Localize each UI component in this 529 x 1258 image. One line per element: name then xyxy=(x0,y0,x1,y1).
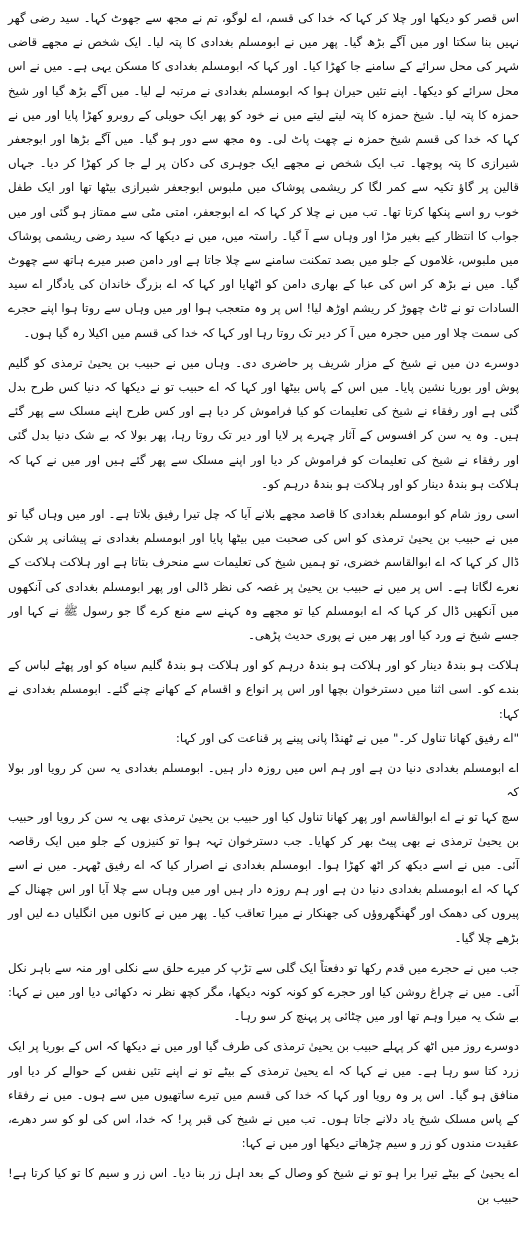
paragraph: ہلاکت ہو بندۂ دینار کو اور ہلاکت ہو بندۂ درہم کو اور ہلاکت ہو بندۂ گلیم سیاہ کو اور پھٹے لباس کے بندے کو۔ اسی اثنا میں دسترخوان بچھا اور اس پر انواع و اقسام کے کھانے چنے گئے۔ ابومسلم بغدادی نے کہا: xyxy=(8,658,519,721)
paragraph: اس قصر کو دیکھا اور چلا کر کہا کہ خدا کی قسم، اے لوگو، تم نے مجھ سے جھوٹ کہا۔ سید رضی گھر نہیں بنا سکتا اور میں آگے بڑھ گیا۔ پھر میں نے ابومسلم بغدادی کا پتہ لیا۔ ایک شخص نے مجھے قاضی شہر کی محل سرائے کے سامنے جا کھڑا کیا۔ اور کہا کہ ابومسلم بغدادی کا مسکن یہی ہے۔ میں نے اس محل سرائے کو دیکھا۔ اپنے تئیں حیران ہوا کہ ابومسلم بغدادی نے مرتبہ لے لیا۔ میں آگے بڑھ گیا اور شیخ حمزہ کا پتہ لیا۔ شیخ حمزہ کا پتہ لیتے لیتے میں نے خود کو پھر ایک حویلی کے روبرو کھڑا پایا اور میں نے کہا کہ خدا کی قسم شیخ حمزہ نے چھت پاٹ لی۔ وہ مجھ سے دور ہو گیا۔ میں آگے بڑھا اور ابوجعفر شیرازی کا پتہ پوچھا۔ تب ایک شخص نے مجھے ایک جوہری کی دکان پر لے جا کر کھڑا کر دیا۔ جہاں قالین پر گاؤ تکیہ سے کمر لگا کر ریشمی پوشاک میں ملبوس ابوجعفر شیرازی بیٹھا تھا اور ایک طفل خوب رو اسے پنکھا کرتا تھا۔ تب میں نے چلا کر کہا کہ اے ابوجعفر، امتی مٹی سے ممتاز ہو گئی اور میں جواب کا انتظار کیے بغیر مڑا اور وہاں سے آ گیا۔ راستہ میں، میں نے دیکھا کہ سید رضی ریشمی پوشاک میں ملبوس، غلاموں کے جلو میں بصد تمکنت سامنے سے چلا جاتا ہے اور دامن صبر میرے ہاتھ سے چھوٹ گیا۔ میں نے بڑھ کر اس کی عبا کے بھاری دامن کو اٹھایا اور کہا کہ اے بزرگ خاندان کی یادگار اے سید السادات تو نے ٹاٹ چھوڑ کر ریشم اوڑھ لیا! اس پر وہ متعجب ہوا اور میں وہاں سے روتا ہوا اپنے حجرے کی سمت چلا اور میں حجرہ میں آ کر دیر تک روتا رہا اور کہا کہ خدا کی قسم میں اکیلا رہ گیا ہوں۔ xyxy=(8,11,519,340)
paragraph: جب میں نے حجرے میں قدم رکھا تو دفعتاً ایک گلی سے تڑپ کر میرے حلق سے نکلی اور منہ سے باہر نکل آئی۔ میں نے چراغ روشن کیا اور حجرے کو کونہ کونہ دیکھا، مگر کچھ نظر نہ دکھائی دیا اور میں نے کہا: بے شک یہ میرا وہم تھا اور میں چٹائی پر پہنچ کر سو رہا۔ xyxy=(8,960,519,1024)
paragraph: سچ کہا تو نے اے ابوالقاسم اور پھر کھانا تناول کیا اور حبیب بن یحییٰ ترمذی بھی یہ سن کر رویا اور حبیب بن یحییٰ ترمذی نے بھی پیٹ بھر کر کھایا۔ جب دسترخوان تہہ ہوا تو کنیزوں کے جلو میں ایک رقاصہ آئی۔ میں نے اسے دیکھ کر اٹھ کھڑا ہوا۔ ابومسلم بغدادی نے اصرار کیا کہ اے رفیق ٹھہر۔ میں نے اسے کہا کہ اے ابومسلم بغدادی دنیا دن ہے اور ہم روزہ دار ہیں اور میں وہاں سے چلا آیا اور اس چھنال کے پیروں کی دھمک اور گھنگھروؤں کی جھنکار نے میرا تعاقب کیا۔ پھر میں نے کانوں میں انگلیاں دے لیں اور بڑھے چلا گیا۔ xyxy=(8,809,519,945)
paragraph: دوسرے دن میں نے شیخ کے مزار شریف پر حاضری دی۔ وہاں میں نے حبیب بن یحییٰ ترمذی کو گلیم پوش اور بوریا نشین پایا۔ میں اس کے پاس بیٹھا اور کہا کہ اے حبیب تو نے دیکھا کہ دنیا کس طرح بدل گئی ہے اور رفقاء نے شیخ کی تعلیمات کو کیا فراموش کر دیا ہے اور کس طرح اپنے مسلک سے پھر گئے ہیں۔ وہ یہ سن کر افسوس کے آثار چہرے پر لایا اور دیر تک روتا رہا، پھر بولا کہ بے شک دنیا بدل گئی اور رفقاء نے شیخ کی تعلیمات کو فراموش کر دیا اور اپنے مسلک سے پھر گئے ہیں اور میں نے کہا کہ ہلاکت ہو بندۂ دینار کو اور ہلاکت ہو بندۂ درہم کو۔ xyxy=(8,355,519,491)
paragraph: اے یحییٰ کے بیٹے تیرا برا ہو تو نے شیخ کو وصال کے بعد اہل زر بنا دیا۔ اس زر و سیم کا تو کیا کرتا ہے! حبیب بن xyxy=(8,1166,519,1205)
quote-line: "اے رفیق کھانا تناول کر۔" میں نے ٹھنڈا پانی پینے پر قناعت کی اور کہا: xyxy=(175,730,519,745)
paragraph: دوسرے روز میں اٹھ کر پہلے حبیب بن یحییٰ ترمذی کی طرف گیا اور میں نے دیکھا کہ اس کے بوریا پر ایک زرد کتا سو رہا ہے۔ میں نے کہا کہ اے یحییٰ ترمذی کے بیٹے تو نے اپنے تئیں نفس کے حوالے کر دیا اور منافق ہو گیا۔ اس پر وہ رویا اور کہا کہ خدا کی قسم میں تیرے ساتھیوں میں سے ہوں۔ میں نے رفقاء کے پاس مسلک شیخ یاد دلانے جاتا ہوں۔ تب میں نے شیخ کی قبر پر! کہ خدا، اس کی لو کو سر دھرے، عقیدت مندوں کو زر و سیم چڑھاتے دیکھا اور میں نے کہا: xyxy=(8,1039,519,1151)
paragraph: اسی روز شام کو ابومسلم بغدادی کا قاصد مجھے بلانے آیا کہ چل تیرا رفیق بلاتا ہے۔ اور میں وہاں گیا تو میں نے حبیب بن یحییٰ ترمذی کو اس کی صحبت میں بیٹھا پایا اور ابومسلم بغدادی نے پیشانی پر شکن ڈال کر کہا کہ اے ابوالقاسم خضری، تو ہمیں شیخ کی تعلیمات سے منحرف بتاتا ہے اور ہلاکت ہلاکت کے نعرے لگاتا ہے۔ اس پر میں نے حبیب بن یحییٰ پر غصہ کی نظر ڈالی اور پھر ابومسلم بغدادی کی آنکھوں میں آنکھیں ڈال کر کہا کہ اے ابومسلم کیا تو مجھے وہ کہنے سے منع کرے گا جو رسول ﷺ نے کہا اور جسے شیخ نے ورد کیا اور پھر میں نے پوری حدیث پڑھی۔ xyxy=(8,507,519,643)
paragraph: اے ابومسلم بغدادی دنیا دن ہے اور ہم اس میں روزہ دار ہیں۔ ابومسلم بغدادی یہ سن کر رویا اور بولا کہ xyxy=(8,761,519,800)
